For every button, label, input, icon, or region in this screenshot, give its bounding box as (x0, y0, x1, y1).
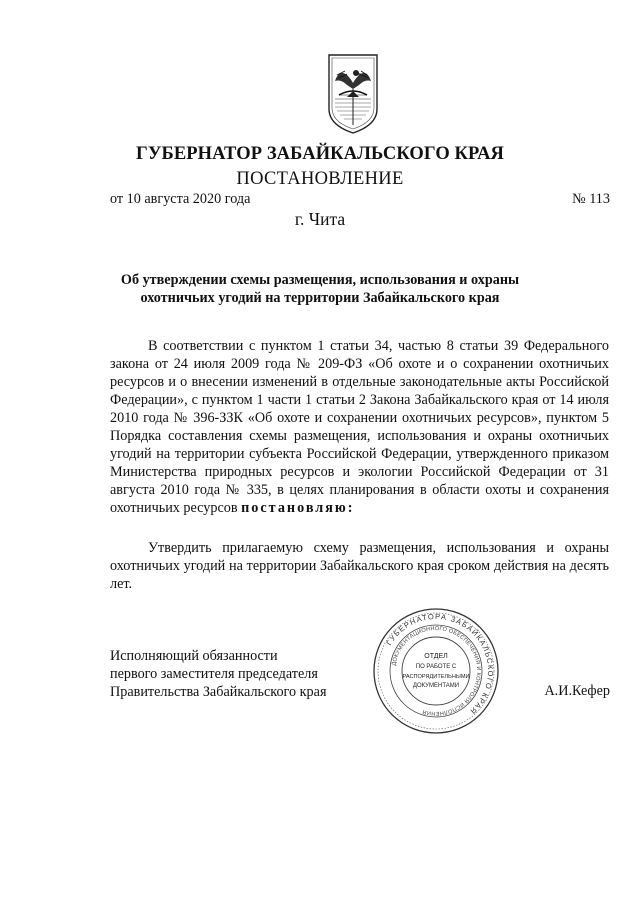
body-paragraph-1 (110, 337, 609, 517)
title-line-1: Об утверждении схемы размещения, использования и охраны (120, 272, 520, 288)
document-date: от 10 августа 2020 года (110, 191, 251, 207)
issuing-authority: ГУБЕРНАТОР ЗАБАЙКАЛЬСКОГО КРАЯ (135, 144, 505, 164)
stamp-center-line-2: ПО РАБОТЕ С (415, 664, 457, 670)
signatory-title-line-1: Исполняющий обязанности (110, 648, 278, 664)
stamp-center-line-3: РАСПОРЯДИТЕЛЬНЫМИ (402, 674, 470, 680)
stamp-middle-text: ДОКУМЕНТАЦИОННОГО ОБЕСПЕЧЕНИЯ И КОНТРОЛЯ ИСПОЛНЕНИЯ (391, 625, 482, 717)
stamp-center-line-4: ДОКУМЕНТАМИ (412, 683, 460, 689)
body-paragraph-2: Утвердить прилагаемую схему размещения, использования и охраны охотничьих угодий на территории Забайкальского края сроком действия на десять лет. (110, 540, 609, 592)
paragraph-1-text: В соответствии с пунктом 1 статьи 34, частью 8 статьи 39 Федерального закона от 24 июля 2009 года № 209-ФЗ «Об охоте и о сохранении охотничьих ресурсов и о внесении изменений в отдельные законодательные акты Российской Федерации», с пунктом 1 части 1 статьи 2 Закона Забайкальского края от 14 июля 2010 года № 396-ЗЗК «Об охоте и сохранении охотничьих ресурсов», пунктом 5 Порядка составления схемы размещения, использования и охраны охотничьих угодий на территории субъекта Российской Федерации, утвержденного приказом Министерства природных ресурсов и экологии Российской Федерации от 31 августа 2010 года № 335, в целях планирования в области охоты и сохранения охотничьих ресурсов (110, 338, 609, 516)
stamp-center-line-1: ОТДЕЛ (424, 653, 448, 660)
document-number: № 113 (572, 191, 610, 207)
svg-text:ДОКУМЕНТАЦИОННОГО ОБЕСПЕЧЕНИЯ (391, 626, 481, 716)
resolution-colon: : (347, 500, 355, 516)
signatory-name: А.И.Кефер (544, 683, 610, 699)
document-city: г. Чита (294, 209, 346, 229)
signature-block (110, 647, 326, 701)
coat-of-arms-icon (325, 51, 381, 135)
document-type: ПОСТАНОВЛЕНИЕ (236, 169, 404, 189)
stamp-outer-text: ГУБЕРНАТОРА ЗАБАЙКАЛЬСКОГО КРАЯ (384, 611, 496, 717)
document-title (90, 271, 550, 307)
signatory-title-line-3: Правительства Забайкальского края (110, 684, 327, 700)
title-line-2: охотничьих угодий на территории Забайкальского края (140, 290, 500, 306)
signatory-title-line-2: первого заместителя председателя (110, 666, 318, 682)
official-stamp-icon (371, 606, 501, 736)
resolution-keyword: постановляю (241, 500, 348, 516)
